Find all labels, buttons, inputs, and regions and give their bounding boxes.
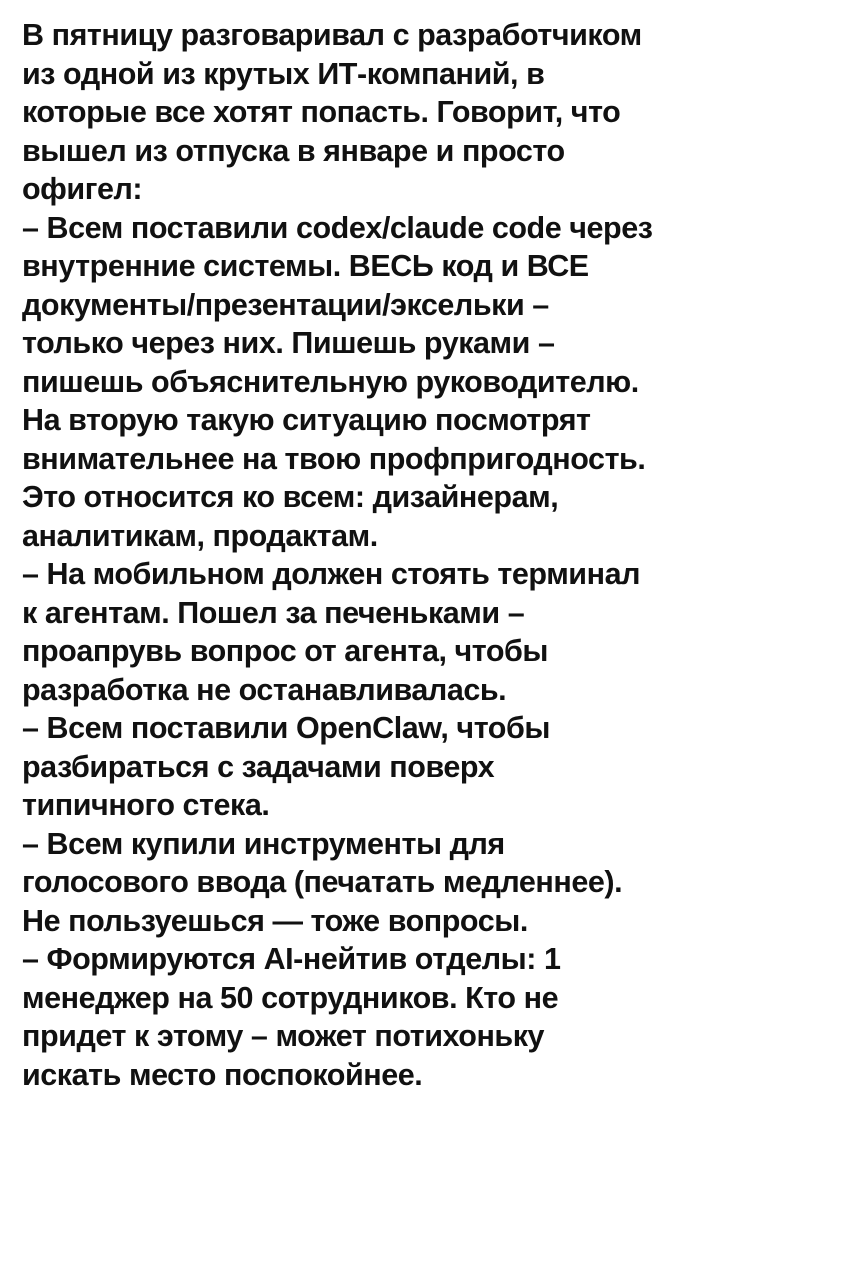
text-line: проапрувь вопрос от агента, чтобы [22,634,549,668]
text-line: – Всем купили инструменты для [22,826,505,861]
text-line: которые все хотят попасть. Говорит, что [22,95,621,129]
text-line: Не пользуешься — тоже вопросы. [22,903,528,938]
text-line: вышел из отпуска в январе и просто [22,133,565,168]
text-line: внутренние системы. ВЕСЬ код и ВСЕ [22,249,589,283]
text-line: – Всем поставили OpenClaw, чтобы [22,711,550,745]
text-line: На вторую такую ситуацию посмотрят [22,403,591,437]
text-line: придет к этому – может потихоньку [22,1019,545,1053]
text-line: искать место поспокойнее. [22,1057,423,1092]
text-line: только через них. Пишешь руками – [22,326,555,360]
text-line: В пятницу разговаривал с разработчиком [22,18,642,52]
text-line: голосового ввода (печатать медленнее). [22,865,623,899]
text-line: документы/презентации/эксельки – [22,287,549,322]
text-line: – Всем поставили codex/claude code через [22,210,653,245]
text-line: пишешь объяснительную руководителю. [22,364,639,399]
text-line: разработка не останавливалась. [22,672,507,707]
text-line: – Формируются AI-нейтив отделы: 1 [22,942,561,976]
text-line: аналитикам, продактам. [22,518,378,553]
text-line: разбираться с задачами поверх [22,749,495,784]
text-line: менеджер на 50 сотрудников. Кто не [22,980,559,1015]
text-line: из одной из крутых ИТ-компаний, в [22,56,545,91]
text-line: офигел: [22,172,143,206]
text-line: внимательнее на твою профпригодность. [22,441,646,476]
text-line: – На мобильном должен стоять терминал [22,557,641,591]
text-line: к агентам. Пошел за печеньками – [22,595,525,630]
text-line: типичного стека. [22,788,270,822]
text-line: Это относится ко всем: дизайнерам, [22,480,559,514]
